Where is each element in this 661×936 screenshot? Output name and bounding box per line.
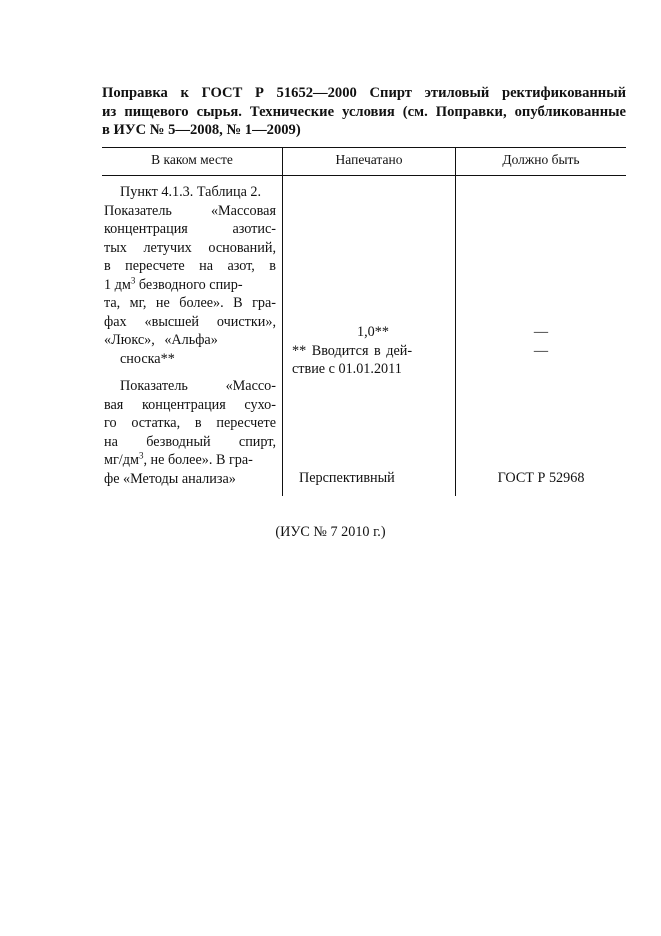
row2-place-line: на безводный спирт, [104, 433, 276, 450]
row1-printed-cell [292, 323, 448, 379]
row1-place-cell [104, 183, 276, 368]
row2-printed-cell: Перспективный [299, 470, 395, 486]
row2-place-line: го остатка, в пересчете [104, 415, 276, 431]
row1-place-fragment: 1 дм [104, 276, 131, 293]
row2-place-line-with-sup [104, 451, 276, 470]
title-line-3: в ИУС № 5—2008, № 1—2009) [102, 122, 301, 138]
row1-place-line: сноска** [120, 350, 175, 367]
row1-printed-value: 1,0** [357, 324, 389, 340]
title-line-2: из пищевого сырья. Технические условия (см. Поправки, опубликованные [102, 103, 626, 120]
row1-place-line-with-sup [104, 276, 276, 295]
row1-should-be-value: — [533, 324, 549, 340]
header-place: В каком месте [151, 152, 233, 167]
superscript: 3 [138, 450, 144, 461]
amendment-title [102, 84, 626, 140]
row1-place-line: Пункт 4.1.3. Таблица 2. [120, 184, 262, 200]
row2-should-be-cell: ГОСТ Р 52968 [497, 470, 585, 486]
row1-place-line: фах «высшей очистки», [104, 313, 276, 330]
column-divider-1 [282, 147, 283, 496]
row1-place-line: Показатель «Массовая [104, 202, 276, 219]
issue-reference: (ИУС № 7 2010 г.) [275, 524, 386, 540]
row1-place-line: та, мг, не более». В гра- [104, 295, 276, 311]
row2-place-fragment: , не более». В гра- [143, 452, 253, 468]
row1-should-be-value: — [533, 342, 549, 359]
row2-place-line: Показатель «Массо- [120, 378, 276, 394]
title-line-1: Поправка к ГОСТ Р 51652—2000 Спирт этиловый ректификованный [102, 85, 626, 101]
row1-printed-footnote: ** Вводится в дей- [292, 342, 413, 359]
row2-place-fragment: мг/дм [104, 452, 139, 468]
superscript: 3 [130, 274, 136, 285]
row2-place-line: вая концентрация сухо- [104, 396, 276, 413]
row1-place-fragment: безводного спир- [135, 276, 243, 293]
row2-place-line: фе «Методы анализа» [104, 470, 236, 487]
row1-place-line: в пересчете на азот, в [104, 258, 276, 274]
row1-printed-footnote: ствие с 01.01.2011 [292, 361, 402, 377]
table-top-rule [102, 147, 626, 148]
row1-place-line: тых летучих оснований, [104, 239, 276, 256]
header-should-be: Должно быть [502, 152, 580, 167]
header-printed: Напечатано [335, 152, 403, 167]
row1-place-line: «Люкс», «Альфа» [104, 332, 218, 348]
amendment-table [102, 147, 626, 496]
row1-place-line: концентрация азотис- [104, 221, 276, 237]
row1-should-be-cell [456, 323, 626, 360]
header-bottom-rule [102, 175, 626, 176]
column-divider-2 [455, 147, 456, 496]
row2-place-cell [104, 377, 276, 488]
